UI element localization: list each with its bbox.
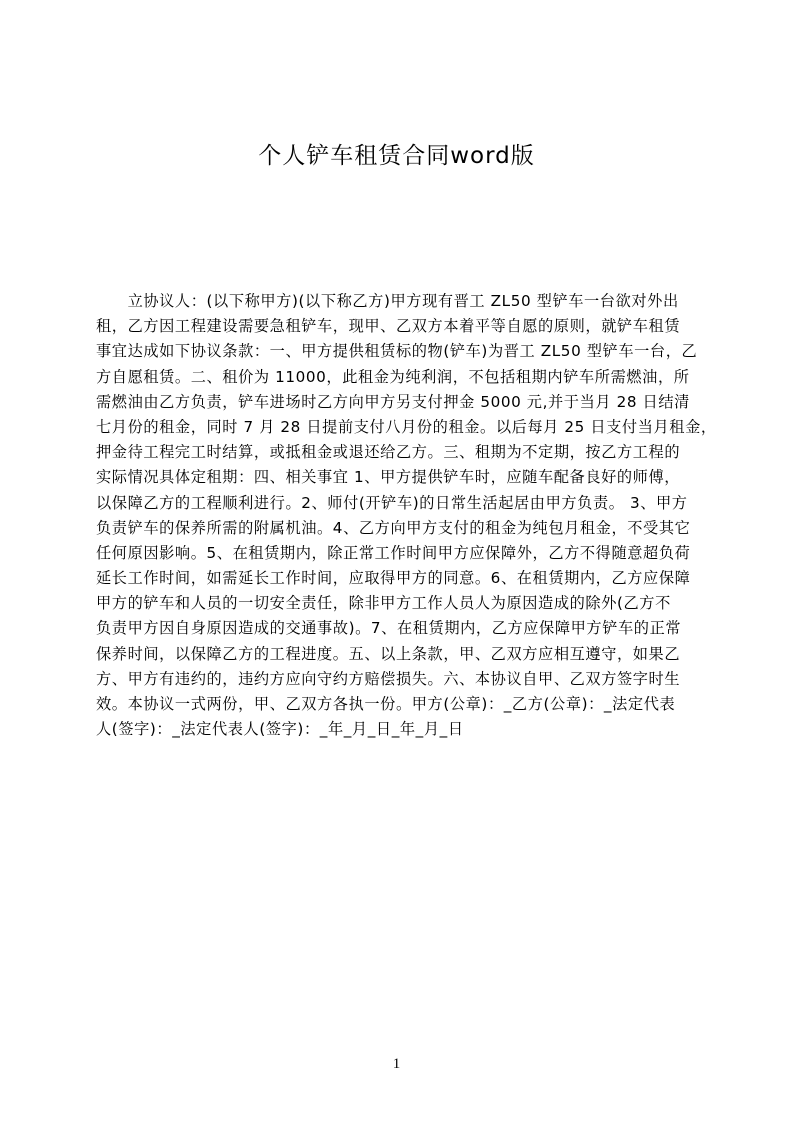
- body-line: 负责甲方因自身原因造成的交通事故)。7、在租赁期内，乙方应保障甲方铲车的正常: [96, 619, 682, 638]
- body-line: 效。本协议一式两份，甲、乙双方各执一份。甲方(公章)：_乙方(公章)：_法定代表: [96, 695, 676, 713]
- body-line: 押金待工程完工时结算，或抵租金或退还给乙方。三、租期为不定期，按乙方工程的: [96, 443, 681, 462]
- body-line: 甲方的铲车和人员的一切安全责任，除非甲方工作人员人为原因造成的除外(乙方不: [96, 594, 671, 613]
- body-line: 立协议人：(以下称甲方)(以下称乙方)甲方现有晋工 ZL50 型铲车一台欲对外出: [96, 292, 679, 310]
- body-line: 方、甲方有违约的，违约方应向守约方赔偿损失。六、本协议自甲、乙双方签字时生: [96, 669, 681, 688]
- body-line: 方自愿租赁。二、租价为 11000，此租金为纯利润，不包括租期内铲车所需燃油，所: [96, 367, 690, 386]
- body-line: 以保障乙方的工程顺利进行。2、师付(开铲车)的日常生活起居由甲方负责。 3、甲方: [96, 493, 688, 512]
- contract-body: [96, 289, 793, 742]
- body-line: 人(签字)：_法定代表人(签字)：_年_月_日_年_月_日: [96, 720, 464, 739]
- body-line: 延长工作时间，如需延长工作时间，应取得甲方的同意。6、在租赁期内，乙方应保障: [96, 569, 691, 588]
- body-line: 事宜达成如下协议条款：一、甲方提供租赁标的物(铲车)为晋工 ZL50 型铲车一台，乙: [96, 342, 698, 361]
- body-line: 保养时间，以保障乙方的工程进度。五、以上条款，甲、乙双方应相互遵守，如果乙: [96, 644, 681, 663]
- body-line: 实际情况具体定租期：四、相关事宜 1、甲方提供铲车时，应随车配备良好的师傅，: [96, 468, 681, 487]
- body-line: 七月份的租金，同时 7 月 28 日提前支付八月份的租金。以后每月 25 日支付当月租金，: [96, 417, 717, 436]
- body-line: 负责铲车的保养所需的附属机油。4、乙方向甲方支付的租金为纯包月租金，不受其它: [96, 518, 691, 537]
- body-line: 需燃油由乙方负责，铲车进场时乙方向甲方另支付押金 5000 元,并于当月 28 日结清: [96, 392, 690, 411]
- body-line: 任何原因影响。5、在租赁期内，除正常工作时间甲方应保障外，乙方不得随意超负荷: [96, 543, 691, 562]
- body-line: 租，乙方因工程建设需要急租铲车，现甲、乙双方本着平等自愿的原则，就铲车租赁: [96, 317, 681, 336]
- page-number: 1: [392, 1056, 401, 1072]
- document-title: 个人铲车租赁合同word版: [258, 143, 535, 169]
